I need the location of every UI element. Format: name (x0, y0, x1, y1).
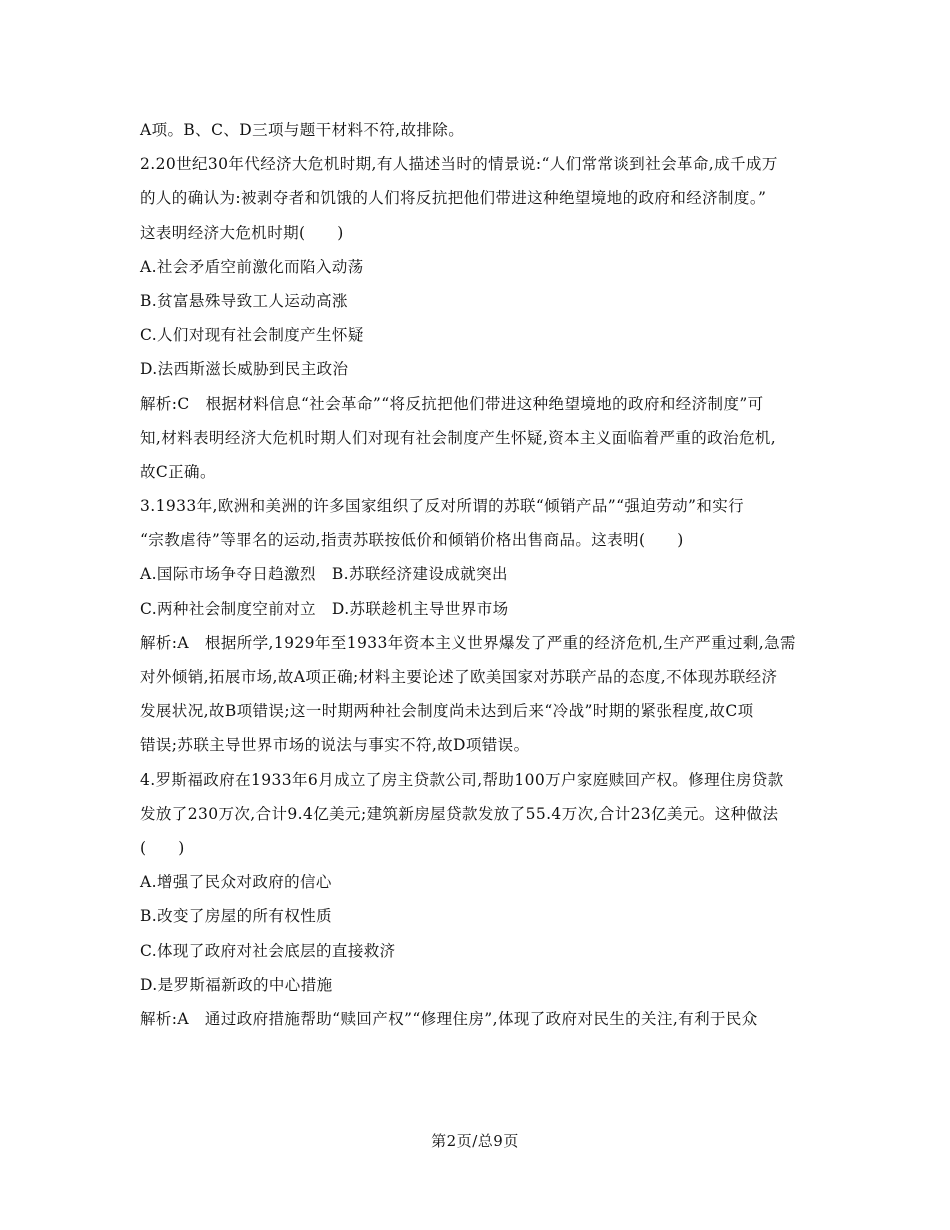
text-line: C.人们对现有社会制度产生怀疑 (140, 326, 364, 345)
text-line: 这表明经济大危机时期( ) (140, 223, 344, 242)
text-line: A项。B、C、D三项与题干材料不符,故排除。 (140, 121, 465, 139)
text-line: A.增强了民众对政府的信心 (140, 873, 332, 892)
text-line: 的人的确认为:被剥夺者和饥饿的人们将反抗把他们带进这种绝望境地的政府和经济制度。” (140, 189, 767, 208)
text-line: D.是罗斯福新政的中心措施 (140, 975, 333, 994)
text-line: 发展状况,故B项错误;这一时期两种社会制度尚未达到后来“冷战”时期的紧张程度,故C项 (140, 702, 754, 721)
text-line: A.社会矛盾空前激化而陷入动荡 (140, 257, 364, 276)
text-line: C.体现了政府对社会底层的直接救济 (140, 941, 396, 960)
text-line: C.两种社会制度空前对立 D.苏联趁机主导世界市场 (140, 599, 509, 618)
text-line: 解析:C 根据材料信息“社会革命”“将反抗把他们带进这种绝望境地的政府和经济制度”可 (140, 394, 764, 413)
text-line: 2.20世纪30年代经济大危机时期,有人描述当时的情景说:“人们常常谈到社会革命,成千成万 (140, 155, 778, 174)
text-line: 知,材料表明经济大危机时期人们对现有社会制度产生怀疑,资本主义面临着严重的政治危机, (140, 428, 777, 447)
text-line: 3.1933年,欧洲和美洲的许多国家组织了反对所谓的苏联“倾销产品”“强迫劳动”和实行 (140, 497, 745, 516)
text-line: 对外倾销,拓展市场,故A项正确;材料主要论述了欧美国家对苏联产品的态度,不体现苏联经济 (140, 668, 778, 686)
text-line: 发放了230万次,合计9.4亿美元;建筑新房屋贷款发放了55.4万次,合计23亿美元。这种做法 (140, 804, 779, 823)
document-body (140, 113, 812, 1036)
text-line: 4.罗斯福政府在1933年6月成立了房主贷款公司,帮助100万户家庭赎回产权。修理住房贷款 (140, 770, 784, 789)
text-line: B.改变了房屋的所有权性质 (140, 907, 333, 926)
text-line: ( ) (140, 838, 185, 857)
text-line: B.贫富悬殊导致工人运动高涨 (140, 291, 348, 310)
text-line: 故C正确。 (140, 462, 216, 481)
page-footer: 第2页/总9页 (431, 1132, 519, 1150)
text-line: 解析:A 通过政府措施帮助“赎回产权”“修理住房”,体现了政府对民生的关注,有利于民众 (140, 1009, 758, 1028)
text-line: 错误;苏联主导世界市场的说法与事实不符,故D项错误。 (140, 736, 530, 755)
text-line: 解析:A 根据所学,1929年至1933年资本主义世界爆发了严重的经济危机,生产严重过剩,急需 (140, 633, 796, 652)
text-line: D.法西斯滋长威胁到民主政治 (140, 360, 349, 379)
text-line: “宗教虐待”等罪名的运动,指责苏联按低价和倾销价格出售商品。这表明( ) (140, 531, 684, 550)
text-line: A.国际市场争夺日趋激烈 B.苏联经济建设成就突出 (140, 565, 508, 584)
